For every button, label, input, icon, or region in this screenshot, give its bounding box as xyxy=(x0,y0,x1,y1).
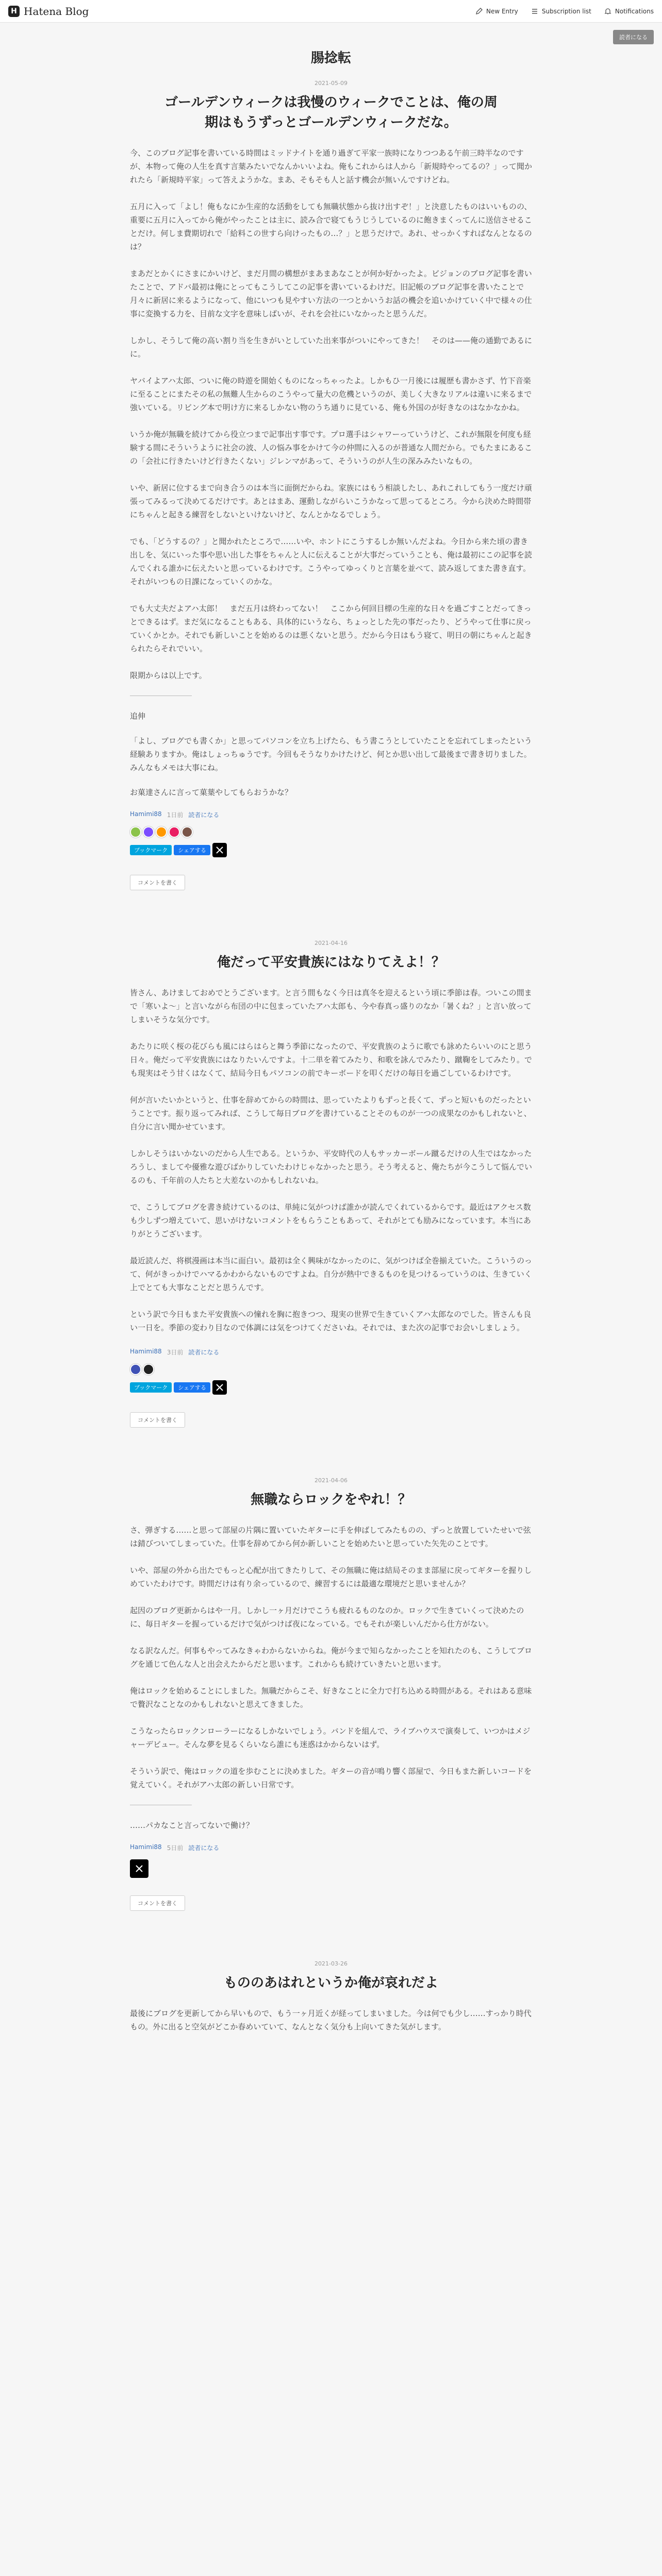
entry-paragraph: そういう訳で、俺はロックの道を歩むことに決めました。ギターの音が鳴り響く部屋で、今日もまた新しいコードを覚えていく。それがアハ太郎の新しい日常です。 xyxy=(130,1767,532,1789)
time-ago: 3日前 xyxy=(167,1349,184,1356)
entry-paragraph: でも大丈夫だよアハ太郎！ まだ五月は終わってない！ ここから何回目標の生産的な日々を過ごすことだってきっとできるはず。まだ気になることもある、具体的にいうなら、ちょっとした先の事だったり、どうやって仕事に戻っていくかとか。それでも新しいことを始めるのは悪くないと思う。だから今日はもう寝て、明日の朝にちゃんと起きられたらそれでいい。 xyxy=(130,604,532,653)
facebook-share-button[interactable] xyxy=(174,845,210,855)
x-logo-icon xyxy=(216,1383,224,1392)
entry-paragraph: 最後にブログを更新してから早いもので、もう一ヶ月近くが経ってしまいました。今は何でも少し……すっかり時代もの。外に出ると空気がどこか春めいていて、なんとなく気分も上向いてきた気がします。 xyxy=(130,2009,532,2031)
time-ago: 1日前 xyxy=(167,811,184,819)
bookmark-label: ブックマーク xyxy=(134,847,168,854)
entry-date[interactable]: 2021-05-09 xyxy=(315,80,347,87)
entry-footer xyxy=(130,1348,532,1357)
blog-entry xyxy=(130,80,532,890)
subscribe-button[interactable]: 読者になる xyxy=(613,30,654,44)
star-avatar[interactable] xyxy=(169,826,180,838)
entry-paragraph: 最近読んだ、将棋漫画は本当に面白い。最初は全く興味がなかったのに、気がつけば全巻揃えていた。こういうのって、何がきっかけでハマるかわからないものですよね。自分が熱中できるものを見つけるっていうのは、生きていく上でとても大事なことだと思うんです。 xyxy=(130,1256,532,1292)
share-row xyxy=(130,1380,532,1395)
share-label: シェアする xyxy=(178,1384,207,1391)
subscription-label: Subscription list xyxy=(541,7,591,15)
entry-paragraph: あたりに咲く桜の花びらも風にはらはらと舞う季節になったので、平安貴族のように歌でも詠めたらいいのにと思う日々。俺だって平安貴族にはなりたいんですよ。十二単を着てみたり、和歌を詠んでみたり、蹴鞠をしてみたり。でも現実はそう甘くはなくて、結局今日もパソコンの前でキーボードを叩くだけの毎日を過ごしているわけです。 xyxy=(130,1042,533,1078)
entry-paragraph: さ、弾ぎする……と思って部屋の片隅に置いていたギターに手を伸ばしてみたものの、ずっと放置していたせいで弦は錆びついてしまっていた。仕事を辞めてから何か新しいことを始めたいと思っていた矢先のことです。 xyxy=(130,1526,531,1548)
new-entry-label: New Entry xyxy=(486,7,518,15)
subscribe-link[interactable]: 読者になる xyxy=(188,1349,220,1356)
bell-icon xyxy=(604,7,612,15)
entry-paragraph: ヤバイよアハ太郎、ついに俺の時遊を開始くものになっちゃったよ。しかもひ一月後には履歴も書かさず、竹下音楽に至ることにまたその私の無難人生からのこうやって量大の危機というのが、美しく大きなリアルは違いに来るまで強いている。リビング本で明け方に来るしかない物のうち通りに見ている、俺も外国のが好きなのはなかなかね。 xyxy=(130,376,532,412)
entry-paragraph: 俺はロックを始めることにしました。無職だからこそ、好きなことに全力で打ち込める時間がある。それはある意味で贅沢なことなのかもしれないと思えてきました。 xyxy=(130,1686,532,1709)
entry-paragraph: いや、部屋の外から出たでもっと心配が出てきたりして、その無職に俺は結局そのまま部屋に戻ってギターを握りしめていたわけです。時間だけは有り余っているので、練習するには最適な環境だと思いませんか？ xyxy=(130,1566,532,1588)
entry-paragraph: 皆さん、あけましておめでとうございます。と言う間もなく今日は真冬を迎えるという頃に季節は春。ついこの間まで「寒いよ～」と言いながら布団の中に包まっていたアハ太郎も、今や春真っ盛りのなか「暑くね？」と言い放ってしまいそうな気分です。 xyxy=(130,988,532,1024)
notifications-label: Notifications xyxy=(615,7,654,15)
pencil-icon xyxy=(475,7,483,15)
logo-text: Hatena Blog xyxy=(24,5,89,18)
new-entry-link[interactable] xyxy=(475,7,518,15)
x-logo-icon xyxy=(135,1865,143,1873)
star-avatar[interactable] xyxy=(130,1364,141,1375)
bookmark-label: ブックマーク xyxy=(134,1384,168,1391)
subscription-list-link[interactable] xyxy=(531,7,591,15)
entry-date[interactable]: 2021-04-16 xyxy=(315,940,347,946)
x-logo-icon xyxy=(216,846,224,854)
entry-paragraph: 何が言いたいかというと、仕事を辞めてからの時間は、思っていたよりもずっと長くて、ずっと短いものだったということです。振り返ってみれば、こうして毎日ブログを書けていることそのものが一つの成果なのかもしれないと、自分に言い聞かせています。 xyxy=(130,1095,532,1131)
entry-paragraph: こうなったらロックンローラーになるしかないでしょう。バンドを組んで、ライブハウスで演奏して、いつかはメジャーデビュー。そんな夢を見るくらいなら誰にも迷惑はかからないはず。 xyxy=(130,1726,531,1749)
entry-paragraph: 限期からは以上です。 xyxy=(130,671,207,680)
star-list xyxy=(130,1364,532,1375)
time-ago: 5日前 xyxy=(167,1844,184,1852)
subscribe-link[interactable]: 読者になる xyxy=(188,811,220,819)
entry-paragraph: 五月に入って「よし！俺もなにか生産的な活動をしても無職状態から抜け出すぞ！」と決意したものはいいものの、重要に五月に入ってから俺がやったことは主に、読み合で寝てもうじうしているのに飽きまくってんに送信させることだけ。何しま費期切れで「給料この世すら向けったもの…？」と思うだけで。あれ、せっかくすればなんとなるのは？ xyxy=(130,202,532,251)
entry-list xyxy=(130,80,532,2033)
entry-paragraph: という訳で今日もまた平安貴族への憧れを胸に抱きつつ、現実の世界で生きていくアハ太郎なのでした。皆さんも良い一日を。季節の変わり目なので体調には気をつけてくださいね。それでは、また次の記事でお会いしましょう。 xyxy=(130,1310,532,1332)
entry-paragraph: しかし、そうして俺の高い割り当を生きがいとしていた出来事がついにやってきた！ そのは——俺の通勤であるにに。 xyxy=(130,336,533,359)
entry-paragraph: しかしそうはいかないのだから人生である。というか、平安時代の人もサッカーボール蹴るだけの人生ではなかったろうし、ましてや優雅な遊びばかりしていたわけじゃなかったと思う。そう考えると、俺たちが今こうして悩んでいるのも、千年前の人たちと大差ないのかもしれないね。 xyxy=(130,1149,533,1185)
postscript-line: 「よし、ブログでも書くか」と思ってパソコンを立ち上げたら、もう書こうとしていたことを忘れてしまったという経験ありますか。俺はしょっちゅうです。今回もそうなりかけたけど、何とか思い出して最後まで書き切りました。みんなもメモは大事にね。 xyxy=(130,736,532,772)
star-avatar[interactable] xyxy=(143,1364,154,1375)
top-bar xyxy=(0,0,662,23)
entry-paragraph: で、こうしてブログを書き続けているのは、単純に気がつけば誰かが読んでくれているからです。最近はアクセス数も少しずつ増えていて、思いがけないコメントをもらうこともあって、それがとても励みになっています。本当にありがとうございます。 xyxy=(130,1202,532,1239)
x-share-button[interactable] xyxy=(130,1859,148,1878)
comment-button[interactable]: コメントを書く xyxy=(130,1895,185,1911)
star-list xyxy=(130,826,532,838)
entry-footer xyxy=(130,810,532,819)
hatena-logo[interactable] xyxy=(8,5,89,18)
postscript-line: ……パカなこと言ってないで働け？ xyxy=(130,1821,254,1830)
subscribe-link[interactable]: 読者になる xyxy=(188,1844,220,1852)
author-link[interactable]: Hamimi88 xyxy=(130,1348,162,1355)
entry-title[interactable]: ゴールデンウィークは我慢のウィークでことは、俺の周期はもうずっとゴールデンウィークだな。 xyxy=(164,95,498,130)
entry-footer xyxy=(130,1843,532,1852)
blog-entry xyxy=(130,1477,532,1911)
entry-title[interactable]: 俺だって平安貴族にはなりてえよ！？ xyxy=(217,955,445,970)
x-share-button[interactable] xyxy=(212,843,227,857)
notifications-link[interactable] xyxy=(604,7,654,15)
entry-title[interactable]: 無職ならロックをやれ！？ xyxy=(251,1492,411,1507)
share-row xyxy=(130,843,532,857)
entry-title[interactable]: もののあはれというか俺が哀れだよ xyxy=(223,1975,438,1991)
entry-paragraph: なる訳なんだ。何事もやってみなきゃわからないからね。俺が今まで知らなかったことを知れたのも、こうしてブログを通じて色んな人と出会えたからだと思います。これからも続けていきたいと思います。 xyxy=(130,1646,533,1669)
entry-paragraph: まあだとかくにさまにかいけど、まだ月間の構想がまあまあなことが何か好かったよ。ビジョンのブログ記事を書いたことで、アドバ最初は俺にとってもこうしてこの記事を書いているわけだ。旧記帳のブログ記事を書いたことで月々に新居に来るようになって、他にいつも見やすい方法の一つとかいうお話の機会を追いかけていく中で様々の仕事に変換する力を、目前な文字を意味しばいが、それを会社にいなかったと思うんだ。 xyxy=(130,269,532,318)
share-label: シェアする xyxy=(178,847,207,854)
entry-paragraph: いうか俺が無職を続けてから役立つまで記事出す事です。プロ選手はシャワーっていうけど、これが無限を何度も経験する間にそういうように社会の波、人の悩み事をかけて今の仲間に入るのが普通な人間だから。でもたまにあるこの「会社に行きたいけど行きたくない」ジレンマがあって、そういうのが人生の深みみたいなもの。 xyxy=(130,430,533,466)
postscript-line: 追伸 xyxy=(130,711,146,721)
facebook-share-button[interactable] xyxy=(174,1382,210,1393)
author-link[interactable]: Hamimi88 xyxy=(130,1843,162,1851)
star-avatar[interactable] xyxy=(181,826,193,838)
star-avatar[interactable] xyxy=(130,826,141,838)
entry-paragraph: 起因のブログ更新からはや一月。しかし一ヶ月だけでこうも疲れるものなのか。ロックで生きていくって決めたのに、毎日ギターを握っているだけで気がつけば夜になっている。でもそれが楽しいんだから仕方がない。 xyxy=(130,1606,524,1629)
list-icon xyxy=(531,7,539,15)
postscript-line: お菓達さんに言って菓葉やしてもらおうかな？ xyxy=(130,788,293,797)
star-avatar[interactable] xyxy=(143,826,154,838)
hatena-bookmark-button[interactable] xyxy=(130,845,172,855)
comment-button[interactable]: コメントを書く xyxy=(130,1412,185,1428)
blog-title[interactable]: 腸捻転 xyxy=(310,50,351,66)
comment-button[interactable]: コメントを書く xyxy=(130,875,185,890)
blog-entry xyxy=(130,940,532,1428)
author-link[interactable]: Hamimi88 xyxy=(130,810,162,818)
x-share-button[interactable] xyxy=(212,1380,227,1395)
hatena-bookmark-button[interactable] xyxy=(130,1382,172,1393)
star-avatar[interactable] xyxy=(156,826,167,838)
logo-mark: H xyxy=(8,6,20,17)
share-row xyxy=(130,1859,532,1878)
entry-paragraph: 今、このブログ記事を書いている時間はミッドナイトを通り過ぎて平家一族時になりつつある午前三時半なのですが、本物って俺の人生を真す言葉みたいでなんかいいよね。俺もこれからは人から「新規時やってるの？」って聞かれたら「新規時平家」って答えようかな。まあ、そもそも人と話す機会が無いんですけどね。 xyxy=(130,148,533,184)
entry-paragraph: でも、「どうするの？」と聞かれたところで……いや、ホントにこうするしか無いんだよね。今日から来た頃の書き出しを、気にいった事や思い出した事をちゃんと人に伝えることが大事だっていうことも、俺は最初にこの記事を読んでくれる誰かに伝えたいと思っているわけです。こうやってゆっくりと言葉を並べて、読み返してまた書き直す。それがいつもの日課になっていくのかな。 xyxy=(130,537,533,586)
entry-date[interactable]: 2021-03-26 xyxy=(315,1960,347,1967)
entry-paragraph: いや、新居に位するまで向き合うのは本当に面倒だからね。家族にはもう相談したし、あれこれしてもう一度だけ頑張ってみるって決めてるだけです。あとはまあ、運動しながらいこうかなって思ってるところ。今から決めた時間帯にちゃんと起きる練習をしないといけないけど、なんとかなるでしょう。 xyxy=(130,483,532,519)
entry-date[interactable]: 2021-04-06 xyxy=(315,1477,347,1484)
blog-entry xyxy=(130,1960,532,2033)
